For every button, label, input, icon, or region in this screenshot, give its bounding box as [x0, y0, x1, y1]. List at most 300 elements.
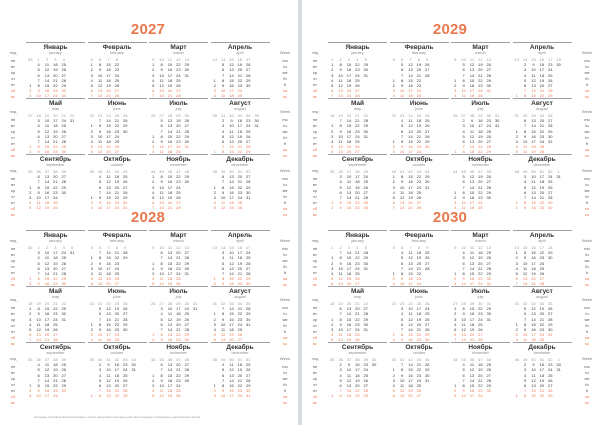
day-cell: 5: [523, 184, 527, 190]
day-cell: 9: [160, 377, 163, 383]
day-cell: 29: [61, 144, 66, 150]
day-cell: 8: [221, 276, 225, 282]
day-cell: 14: [408, 326, 413, 332]
day-cell: 17: [229, 88, 234, 94]
month-name-en: january: [49, 51, 62, 55]
week-number: 34: [237, 301, 243, 306]
day-cell: 7: [37, 179, 40, 185]
day-cell: 3: [523, 367, 527, 373]
day-cell: 16: [44, 311, 50, 317]
day-cell: 21: [416, 362, 422, 368]
day-cell: 9: [462, 388, 465, 394]
day-cell: 10: [36, 316, 41, 322]
day-cell: 2: [454, 276, 457, 282]
day-cell: 11: [159, 189, 164, 195]
weekday-label-en: tu: [283, 123, 287, 128]
day-cell: 11: [221, 326, 226, 332]
week-number: 35: [548, 301, 553, 306]
day-cell: 26: [53, 205, 58, 211]
day-cell: 22: [539, 128, 545, 134]
weekday-label: вт: [313, 252, 317, 257]
day-cell: 9: [160, 138, 163, 144]
day-cell: 24: [176, 184, 181, 190]
months-grid: [328, 42, 572, 210]
weekday-label: вт: [11, 123, 15, 128]
day-cell: 31: [246, 393, 251, 399]
day-cell: 14: [229, 144, 234, 150]
day-cell: 12: [229, 260, 234, 266]
day-cell: 2: [98, 362, 102, 368]
day-cell: 21: [416, 72, 422, 78]
week-number: 17: [246, 245, 251, 250]
day-cell: 11: [531, 72, 536, 78]
day-cell: 3: [462, 123, 465, 129]
day-cell: 12: [469, 133, 475, 139]
week-number: 26: [123, 113, 128, 118]
day-cell: 7: [37, 77, 40, 83]
day-cell: 19: [478, 174, 483, 180]
week-number: 19: [338, 113, 343, 118]
month-name-en: may: [51, 295, 60, 299]
day-cell: 1: [90, 62, 93, 68]
week-number: 49: [522, 357, 528, 362]
week-number: 1: [37, 57, 40, 62]
day-cell: 22: [478, 382, 483, 388]
day-cell: 2: [213, 316, 216, 322]
day-cell: 3: [90, 205, 93, 211]
day-cell: 22: [478, 149, 483, 155]
day-cell: 8: [523, 393, 527, 399]
month-name: Май: [48, 288, 63, 295]
day-cell: 7: [29, 337, 32, 343]
day-cell: 16: [478, 118, 483, 124]
weekday-label: ср: [10, 258, 16, 263]
day-cell: 7: [221, 377, 225, 383]
week-number: 23: [97, 301, 103, 306]
day-cell: 30: [246, 316, 251, 322]
week-label-en: Week: [279, 238, 291, 243]
day-cell: 11: [523, 144, 528, 150]
week-number: 4: [62, 57, 65, 62]
day-cell: 19: [346, 82, 352, 88]
day-cell: 18: [478, 128, 483, 134]
month-days: [149, 57, 208, 99]
day-cell: 4: [462, 362, 465, 368]
week-number: 9: [152, 245, 155, 250]
day-cell: 18: [44, 321, 50, 327]
day-cell: 20: [106, 281, 111, 287]
day-cell: 22: [176, 260, 181, 266]
label-group: [306, 295, 324, 354]
day-cell: 26: [425, 123, 430, 129]
week-number: 40: [391, 169, 396, 174]
day-cell: 9: [98, 326, 102, 332]
week-number: 22: [391, 113, 396, 118]
week-number: 36: [36, 357, 41, 362]
weekday-label-en: mo: [282, 246, 288, 251]
day-cell: 1: [392, 270, 395, 276]
day-cell: 5: [37, 67, 40, 73]
weekday-label-en: tu: [585, 252, 589, 257]
day-cell: 24: [237, 321, 243, 327]
month-name-en: march: [173, 51, 184, 55]
day-cell: 24: [355, 265, 360, 271]
day-cell: 23: [416, 179, 422, 185]
day-cell: 4: [462, 128, 465, 134]
day-cell: 2: [213, 82, 216, 88]
week-number: 14: [220, 245, 226, 250]
week-number: 44: [150, 169, 156, 174]
day-cell: 21: [478, 377, 483, 383]
day-cell: 21: [355, 388, 360, 394]
weekday-label-en: th: [585, 76, 589, 81]
day-cell: 28: [246, 270, 251, 276]
day-cell: 28: [61, 179, 66, 185]
day-cell: 5: [400, 316, 404, 322]
day-cell: 24: [53, 93, 58, 99]
weekday-label-en: mo: [282, 364, 288, 369]
day-cell: 14: [346, 194, 352, 200]
week-number: 33: [229, 301, 234, 306]
month-july: [149, 286, 208, 343]
day-cell: 4: [160, 311, 163, 317]
month-days: [26, 169, 85, 211]
weekday-label: сб: [10, 276, 16, 281]
month-name: Февраль: [404, 44, 434, 51]
week-number: 31: [486, 301, 491, 306]
day-cell: 26: [486, 62, 491, 68]
day-cell: 19: [106, 82, 111, 88]
day-cell: 11: [338, 332, 343, 338]
day-cell: 17: [408, 281, 413, 287]
day-cell: 7: [462, 184, 465, 190]
day-cell: 12: [106, 377, 111, 383]
day-cell: [370, 393, 378, 398]
week-number: 43: [416, 357, 422, 362]
week-number: 7: [107, 245, 110, 250]
day-cell: 27: [123, 382, 128, 388]
day-cell: 8: [221, 149, 225, 155]
day-cell: 18: [44, 200, 50, 206]
week-number: 44: [150, 357, 156, 362]
week-number: 52: [548, 357, 553, 362]
day-cell: 26: [176, 82, 181, 88]
day-cell: 28: [355, 93, 360, 99]
day-cell: 23: [176, 67, 181, 73]
week-number: 28: [461, 301, 466, 306]
day-cell: 2: [152, 67, 155, 73]
weekday-label-en: fr: [585, 200, 589, 205]
day-cell: 1: [331, 123, 334, 129]
label-group: [578, 236, 596, 295]
day-cell: 17: [346, 265, 352, 271]
month-name-en: march: [475, 51, 486, 55]
day-cell: 1: [152, 372, 155, 378]
day-cell: 24: [176, 270, 181, 276]
day-cell: 29: [184, 372, 189, 378]
weekday-label: чт: [313, 382, 317, 387]
day-cell: 21: [531, 281, 536, 287]
day-cell: 16: [355, 362, 360, 368]
week-number: 17: [539, 245, 545, 250]
day-cell: 25: [355, 332, 360, 338]
week-number: 26: [425, 301, 430, 306]
day-cell: 18: [355, 372, 360, 378]
day-cell: 11: [469, 362, 475, 368]
day-cell: 31: [556, 367, 561, 373]
day-cell: 21: [355, 250, 360, 256]
day-cell: 24: [539, 138, 545, 144]
day-cell: 24: [61, 118, 66, 124]
day-cell: 28: [416, 205, 422, 211]
day-cell: 20: [408, 393, 413, 399]
week-number: 35: [329, 169, 335, 174]
day-cell: 3: [37, 118, 40, 124]
day-cell: 13: [229, 265, 234, 271]
day-cell: 18: [531, 265, 536, 271]
day-cell: 22: [114, 255, 120, 261]
day-cell: 27: [363, 306, 368, 312]
week-number: 21: [355, 301, 360, 306]
day-cell: 5: [221, 133, 225, 139]
week-number: 37: [346, 169, 352, 174]
day-cell: 10: [106, 367, 111, 373]
weekday-label: пн: [10, 305, 16, 310]
day-cell: 2: [90, 200, 93, 206]
week-number: 29: [176, 113, 181, 118]
weekday-label-en: su: [282, 400, 288, 405]
month-name: Октябрь: [405, 344, 433, 351]
day-cell: 16: [114, 362, 120, 368]
day-cell: 25: [478, 205, 483, 211]
day-cell: 26: [539, 149, 545, 155]
day-cell: 31: [61, 316, 66, 322]
day-cell: 22: [114, 321, 120, 327]
month-april: [211, 230, 270, 287]
day-cell: 13: [469, 372, 475, 378]
day-cell: 4: [400, 311, 404, 317]
month-days: [513, 57, 572, 99]
week-number: 9: [426, 245, 429, 250]
day-cell: 6: [462, 67, 465, 73]
week-number: 27: [461, 113, 466, 118]
day-cell: 12: [159, 194, 164, 200]
day-cell: 27: [478, 332, 483, 338]
day-cell: 3: [339, 367, 342, 373]
day-cell: 25: [425, 311, 430, 317]
week-number: 48: [212, 169, 217, 174]
day-cell: 29: [486, 270, 491, 276]
week-number: 49: [220, 169, 226, 174]
day-cell: 24: [114, 72, 120, 78]
day-cell: 19: [44, 326, 50, 332]
day-cell: 1: [454, 382, 457, 388]
day-cell: 1: [213, 276, 216, 282]
day-cell: 9: [221, 281, 225, 287]
week-label-en: Week: [279, 109, 291, 114]
week-number: 1: [557, 357, 560, 362]
year-block-2027: [9, 21, 291, 217]
month-name-en: june: [415, 107, 423, 111]
day-cell: 23: [246, 118, 251, 124]
day-cell: 6: [392, 200, 395, 206]
month-name: Август: [229, 100, 251, 107]
label-group: [4, 236, 22, 295]
month-january: [26, 230, 85, 287]
day-cell: 25: [114, 270, 120, 276]
week-number: 42: [114, 357, 120, 362]
day-cell: 15: [229, 382, 234, 388]
week-number: 35: [246, 301, 251, 306]
day-cell: 10: [229, 250, 234, 256]
day-cell: 30: [254, 118, 259, 124]
day-cell: 25: [176, 189, 181, 195]
day-cell: 17: [469, 393, 475, 399]
weekday-label: пт: [313, 141, 317, 146]
month-name-en: december: [533, 351, 551, 355]
day-cell: 8: [160, 372, 163, 378]
day-cell: 17: [469, 281, 475, 287]
day-cell: 18: [531, 144, 536, 150]
day-cell: 18: [229, 93, 234, 99]
weekday-label-en: mo: [584, 246, 590, 251]
day-cell: 3: [454, 316, 457, 322]
week-number: 38: [355, 169, 360, 174]
day-cell: 16: [229, 82, 234, 88]
day-cell: 20: [53, 72, 58, 78]
label-group: [276, 107, 294, 166]
weekday-label-en: fr: [283, 329, 287, 334]
day-cell: 19: [478, 62, 483, 68]
day-cell: 1: [392, 77, 395, 83]
day-cell: 11: [221, 93, 226, 99]
day-cell: 12: [220, 332, 226, 338]
week-number: 12: [478, 245, 483, 250]
day-cell: 2: [454, 194, 457, 200]
month-name-en: september: [348, 351, 367, 355]
day-cell: 3: [331, 72, 334, 78]
day-cell: 28: [184, 326, 189, 332]
day-cell: 20: [53, 174, 58, 180]
day-cell: 29: [123, 321, 128, 327]
month-name-en: october: [412, 163, 426, 167]
day-cell: 11: [98, 270, 103, 276]
day-cell: 3: [454, 88, 457, 94]
day-cell: 19: [114, 179, 120, 185]
day-cell: 7: [523, 388, 527, 394]
day-cell: 12: [408, 255, 413, 261]
day-cell: 7: [160, 367, 163, 373]
day-cell: 25: [184, 311, 189, 317]
day-cell: 10: [220, 194, 226, 200]
day-cell: 26: [61, 367, 66, 373]
week-number: 43: [123, 357, 128, 362]
day-cell: 29: [548, 200, 553, 206]
day-cell: 2: [29, 311, 32, 317]
day-cell: 16: [408, 82, 413, 88]
day-cell: 17: [106, 133, 111, 139]
day-cell: 20: [539, 189, 545, 195]
day-cell: 28: [425, 265, 430, 271]
day-cell: 12: [469, 367, 475, 373]
week-number: 49: [522, 169, 528, 174]
day-cell: 3: [392, 281, 395, 287]
day-cell: 18: [167, 276, 173, 282]
day-cell: 28: [363, 194, 368, 200]
week-number: 39: [363, 169, 368, 174]
day-cell: 6: [339, 189, 342, 195]
day-cell: 3: [90, 332, 93, 338]
day-cell: 18: [229, 326, 234, 332]
day-cell: 9: [462, 276, 465, 282]
day-cell: 18: [114, 174, 120, 180]
weekday-label-en: tu: [283, 311, 287, 316]
day-cell: [485, 393, 493, 398]
day-cell: 3: [152, 184, 155, 190]
day-cell: 19: [416, 255, 422, 261]
day-cell: 3: [523, 67, 527, 73]
week-number: 45: [159, 357, 164, 362]
week-number: 36: [36, 169, 41, 174]
day-cell: 11: [469, 250, 475, 256]
month-name-en: october: [110, 351, 124, 355]
month-march: [451, 230, 510, 287]
week-number: 30: [486, 113, 491, 118]
day-cell: 9: [339, 260, 342, 266]
day-cell: 19: [469, 326, 475, 332]
day-cell: 9: [347, 362, 351, 368]
day-cell: 4: [152, 189, 155, 195]
weekday-label-en: we: [584, 317, 590, 322]
weekday-labels-right: [276, 236, 294, 405]
day-cell: 31: [363, 72, 368, 78]
day-cell: 7: [339, 118, 342, 124]
day-cell: 26: [61, 128, 66, 134]
day-cell: 16: [531, 133, 536, 139]
day-cell: 24: [416, 88, 422, 94]
weekday-label-en: mo: [282, 58, 288, 63]
day-cell: 22: [355, 200, 360, 206]
day-cell: 29: [123, 393, 128, 399]
month-days: [211, 113, 270, 155]
month-name: Май: [350, 100, 365, 107]
day-cell: 9: [339, 205, 342, 211]
weekday-labels-left: [306, 236, 324, 405]
day-cell: 2: [515, 326, 518, 332]
day-cell: 8: [400, 174, 404, 180]
day-cell: 13: [346, 382, 352, 388]
month-name-en: october: [412, 351, 426, 355]
day-cell: 13: [97, 88, 103, 94]
month-april: [211, 42, 270, 99]
day-cell: 25: [61, 123, 66, 129]
day-cell: 25: [363, 372, 368, 378]
day-cell: 21: [478, 265, 483, 271]
day-cell: 27: [61, 72, 66, 78]
day-cell: 21: [539, 194, 545, 200]
day-cell: 10: [522, 332, 528, 338]
week-number: 29: [176, 301, 181, 306]
week-number: 49: [220, 357, 226, 362]
day-cell: 5: [37, 260, 40, 266]
day-cell: 2: [331, 128, 334, 134]
day-cell: 6: [160, 321, 163, 327]
month-name: Сентябрь: [39, 344, 72, 351]
day-cell: 27: [548, 118, 553, 124]
week-number: 7: [409, 57, 412, 62]
day-cell: 9: [37, 311, 40, 317]
day-cell: 5: [515, 149, 518, 155]
